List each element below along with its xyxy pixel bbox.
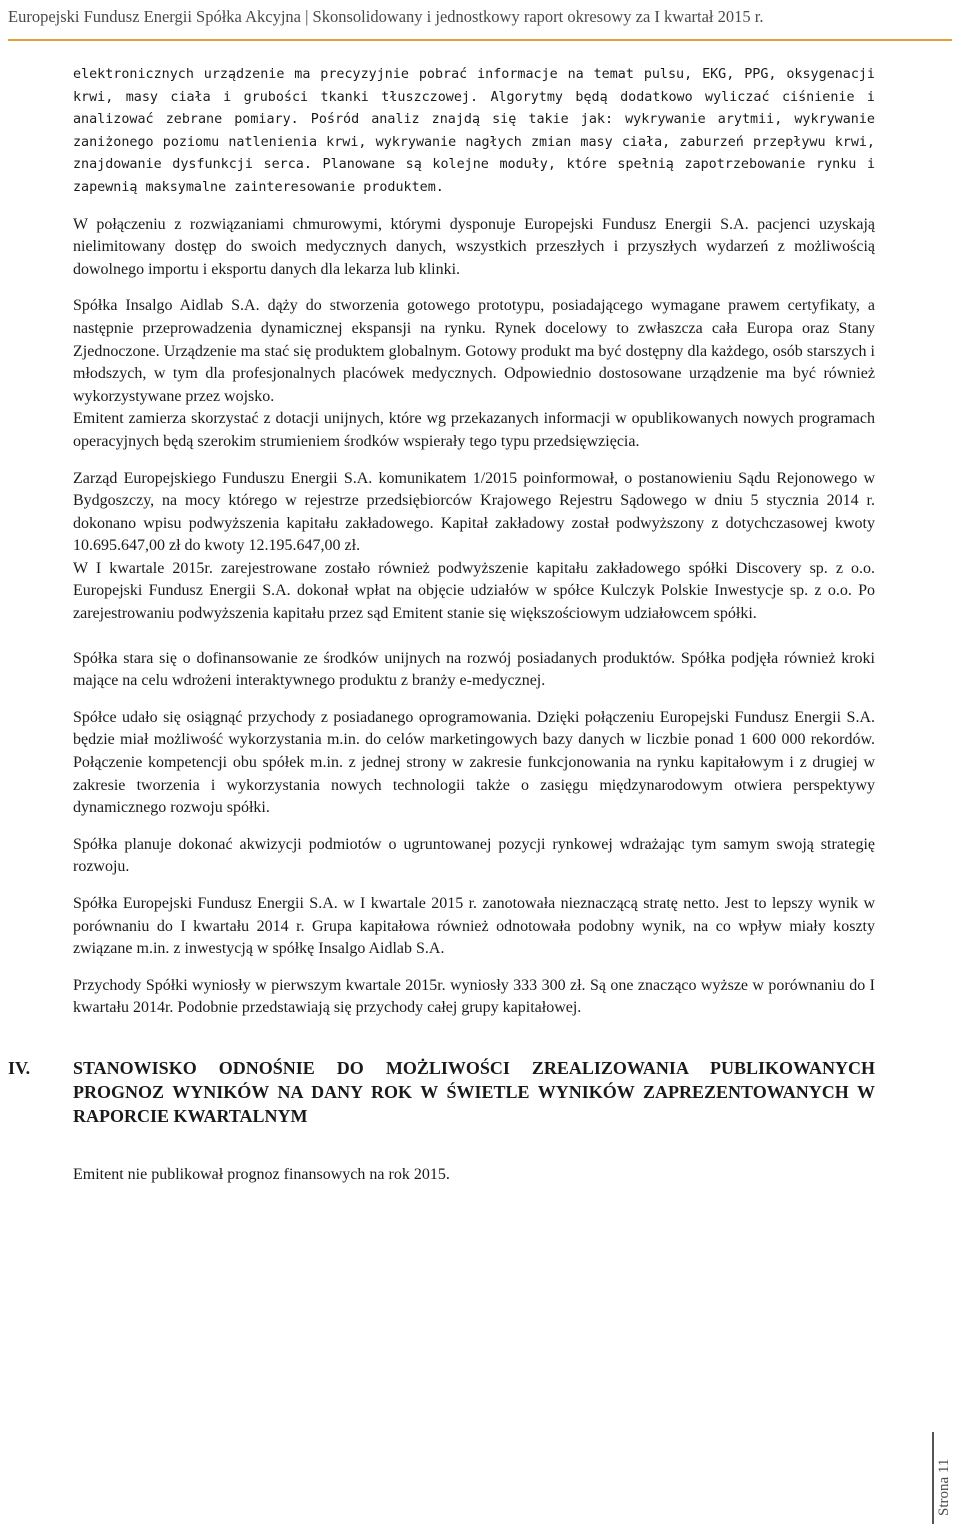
paragraph-3: Spółka Insalgo Aidlab S.A. dąży do stworzenia gotowego prototypu, posiadającego wymagane prawem certyfikaty, a następnie przeprowadzenia dynamicznej ekspansji na rynku. Rynek docelowy to zwłaszcza cała Europa oraz Stany Zjednoczone. Urządzenie ma stać się produktem globalnym. Gotowy produkt ma być dostępny dla każdego, osób starszych i młodszych, w tym dla profesjonalnych placówek medycznych. Odpowiednio dostosowane urządzenie ma być również wykorzystywane przez wojsko.: [73, 297, 875, 405]
paragraph-6: W I kwartale 2015r. zarejestrowane zostało również podwyższenie kapitału zakładowego spółki Discovery sp. z o.o. Europejski Fundusz Energii S.A. dokonał wpłat na objęcie udziałów w spółce Kulczyk Polskie Inwestycje sp. z o.o. Po zarejestrowaniu podwyższenia kapitału przez sąd Emitent stanie się większościowym udziałowcem spółki.: [73, 559, 875, 623]
section-title: STANOWISKO ODNOŚNIE DO MOŻLIWOŚCI ZREALIZOWANIA PUBLIKOWANYCH PROGNOZ WYNIKÓW NA DANY ROK W ŚWIETLE WYNIKÓW ZAPREZENTOWANYCH W RAPORCIE KWARTALNYM: [73, 1057, 875, 1126]
paragraph-8: Spółce udało się osiągnąć przychody z posiadanego oprogramowania. Dzięki połączeniu Europejski Fundusz Energii S.A. będzie miał możliwość wykorzystania m.in. do celów marketingowych bazy danych w liczbie ponad 1 600 000 rekordów. Połączenie kompetencji obu spółek m.in. z jednej strony w zakresie funkcjonowania na rynku kapitałowym i z drugiej w zakresie tworzenia i wykorzystania nowych technologii także o zasięgu międzynarodowym otwiera perspektywy dynamicznego rozwoju spółki.: [73, 708, 875, 817]
section-number: IV.: [8, 1057, 31, 1078]
document-header: [8, 0, 952, 41]
paragraph-4: Emitent zamierza skorzystać z dotacji unijnych, które wg przekazanych informacji w opublikowanych nowych programach operacyjnych będą szerokim strumieniem środków wspierały tego typu przedsięwzięcia.: [73, 410, 875, 450]
paragraph-9: Spółka planuje dokonać akwizycji podmiotów o ugruntowanej pozycji rynkowej wdrażając tym samym swoją strategię rozwoju.: [73, 835, 875, 876]
paragraph-5: Zarząd Europejskiego Funduszu Energii S.A. komunikatem 1/2015 poinformował, o postanowieniu Sądu Rejonowego w Bydgoszczy, na mocy którego w rejestrze przedsiębiorców Krajowego Rejestru Sądowego w dniu 5 stycznia 2014 r. dokonano wpisu podwyższenia kapitału zakładowego. Kapitał zakładowy został podwyższony z dotychczasowej kwoty 10.695.647,00 zł do kwoty 12.195.647,00 zł.: [73, 469, 875, 555]
page-footer: [932, 1432, 956, 1524]
page-content: [8, 64, 875, 1187]
paragraph-1: elektronicznych urządzenie ma precyzyjnie pobrać informacje na temat pulsu, EKG, PPG, oksygenacji krwi, masy ciała i grubości tkanki tłuszczowej. Algorytmy będą dodatkowo wyliczać ciśnienie i analizować zebrane pomiary. Pośród analiz znajdą się takie jak: wykrywanie arytmii, wykrywanie zaniżonego poziomu natlenienia krwi, wykrywanie nagłych zmian masy ciała, zaburzeń przepływu krwi, znajdowanie dysfunkcji serca. Planowane są kolejne moduły, które spełnią zapotrzebowanie rynku i zapewnią maksymalne zainteresowanie produktem.: [73, 67, 875, 195]
page-number: Strona 11: [936, 1458, 952, 1516]
header-title: Europejski Fundusz Energii Spółka Akcyjna | Skonsolidowany i jednostkowy raport okresowy za I kwartał 2015 r.: [8, 7, 764, 26]
section-text: Emitent nie publikował prognoz finansowych na rok 2015.: [73, 1165, 450, 1183]
section-heading: [8, 1056, 875, 1128]
paragraph-7: Spółka stara się o dofinansowanie ze środków unijnych na rozwój posiadanych produktów. Spółka podjęła również kroki mające na celu wdrożeni interaktywnego produktu z branży e-medycznej.: [73, 649, 875, 690]
paragraph-11: Przychody Spółki wyniosły w pierwszym kwartale 2015r. wyniosły 333 300 zł. Są one znacząco wyższe w porównaniu do I kwartału 2014r. Podobnie przedstawiają się przychody całej grupy kapitałowej.: [73, 976, 875, 1017]
paragraph-2: W połączeniu z rozwiązaniami chmurowymi, którymi dysponuje Europejski Fundusz Energii S.A. pacjenci uzyskają nielimitowany dostęp do swoich medycznych danych, wszystkich przeszłych i przyszłych wydarzeń z możliwością dowolnego importu i eksportu danych dla lekarza lub klinki.: [73, 215, 875, 278]
paragraph-10: Spółka Europejski Fundusz Energii S.A. w I kwartale 2015 r. zanotowała nieznaczącą stratę netto. Jest to lepszy wynik w porównaniu do I kwartału 2014 r. Grupa kapitałowa również odnotowała podobny wynik, na co wpływ miały koszty związane m.in. z inwestycją w spółkę Insalgo Aidlab S.A.: [73, 895, 875, 958]
